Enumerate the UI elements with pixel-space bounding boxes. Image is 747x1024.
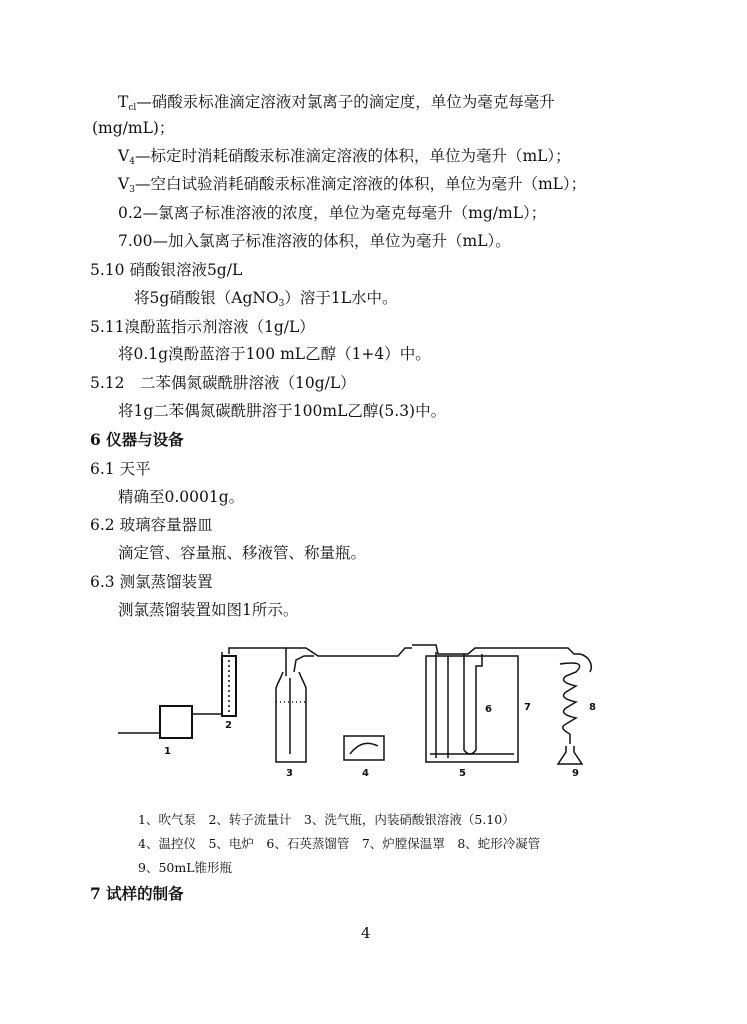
serpentine-condenser [560, 654, 591, 744]
figure-label-3: 3 [286, 768, 293, 779]
figure-label-9: 9 [572, 768, 579, 779]
section-5-10-body [134, 288, 398, 314]
symbol: T [118, 93, 129, 111]
symbol: V [118, 175, 130, 193]
definition-v3 [118, 174, 586, 200]
figure-caption-line-1: 1、吹气泵 2、转子流量计 3、洗气瓶，内装硝酸银溶液（5.10） [138, 812, 515, 827]
symbol-subscript: 4 [129, 157, 135, 167]
definition-v4 [118, 146, 571, 172]
rotameter [222, 652, 236, 716]
definition-text: —空白试验消耗硝酸汞标准滴定溶液的体积，单位为毫升（mL）； [134, 175, 587, 193]
page-number: 4 [361, 924, 371, 942]
section-6-2-body: 滴定管、容量瓶、移液管、称量瓶。 [118, 544, 367, 562]
symbol: V [118, 147, 130, 165]
section-6-2-heading: 6.2 玻璃容量器皿 [90, 516, 213, 534]
definition-text: —标定时消耗硝酸汞标准滴定溶液的体积，单位为毫升（mL）； [134, 147, 571, 165]
figure-label-2: 2 [225, 720, 232, 731]
symbol-subscript: cl [128, 103, 137, 113]
figure-label-4: 4 [362, 768, 369, 779]
section-5-11-body: 将0.1g溴酚蓝溶于100 mL乙醇（1+4）中。 [118, 345, 431, 363]
body-text: 将5g硝酸银（AgNO [134, 289, 279, 307]
formula-subscript: 3 [278, 299, 285, 309]
figure-caption-line-2: 4、温控仪 5、电炉 6、石英蒸馏管 7、炉膛保温罩 8、蛇形冷凝管 [138, 836, 541, 851]
section-6-heading: 6 仪器与设备 [90, 430, 184, 449]
electric-furnace [426, 656, 518, 762]
section-6-3-body: 测氯蒸馏装置如图1所示。 [118, 601, 299, 619]
conical-flask [558, 746, 582, 764]
section-5-12-heading: 5.12 二苯偶氮碳酰肼溶液（10g/L） [90, 374, 356, 392]
definition-chloride-volume: 7.00—加入氯离子标准溶液的体积，单位为毫升（mL）。 [118, 232, 511, 250]
temperature-controller [344, 736, 384, 760]
definition-chloride-concentration: 0.2—氯离子标准溶液的浓度，单位为毫克每毫升（mg/mL）； [118, 204, 547, 222]
figure-caption-line-3: 9、50mL锥形瓶 [138, 860, 233, 875]
definition-text: —硝酸汞标准滴定溶液对氯离子的滴定度，单位为毫克每毫升 [136, 93, 555, 111]
gas-washing-bottle [276, 656, 314, 762]
section-5-10-heading: 5.10 硝酸银溶液5g/L [90, 261, 243, 279]
figure-label-8: 8 [589, 702, 596, 713]
distillation-apparatus-figure [118, 642, 618, 782]
figure-label-6: 6 [485, 704, 492, 715]
section-5-11-heading: 5.11溴酚蓝指示剂溶液（1g/L） [90, 318, 315, 336]
section-7-heading: 7 试样的制备 [90, 884, 184, 903]
definition-tcl-unit: (mg/mL)； [92, 119, 175, 137]
air-pump [118, 706, 223, 738]
section-6-1-body: 精确至0.0001g。 [118, 488, 245, 506]
body-text: ）溶于1L水中。 [284, 289, 398, 307]
symbol-subscript: 3 [129, 185, 135, 195]
figure-label-7: 7 [524, 702, 531, 713]
figure-label-5: 5 [459, 768, 466, 779]
section-6-3-heading: 6.3 测氯蒸馏装置 [90, 573, 213, 591]
definition-tcl [118, 92, 555, 118]
figure-label-1: 1 [164, 746, 171, 757]
section-5-12-body: 将1g二苯偶氮碳酰肼溶于100mL乙醇(5.3)中。 [118, 402, 447, 420]
section-6-1-heading: 6.1 天平 [90, 460, 151, 478]
quartz-distillation-tube [436, 652, 482, 758]
